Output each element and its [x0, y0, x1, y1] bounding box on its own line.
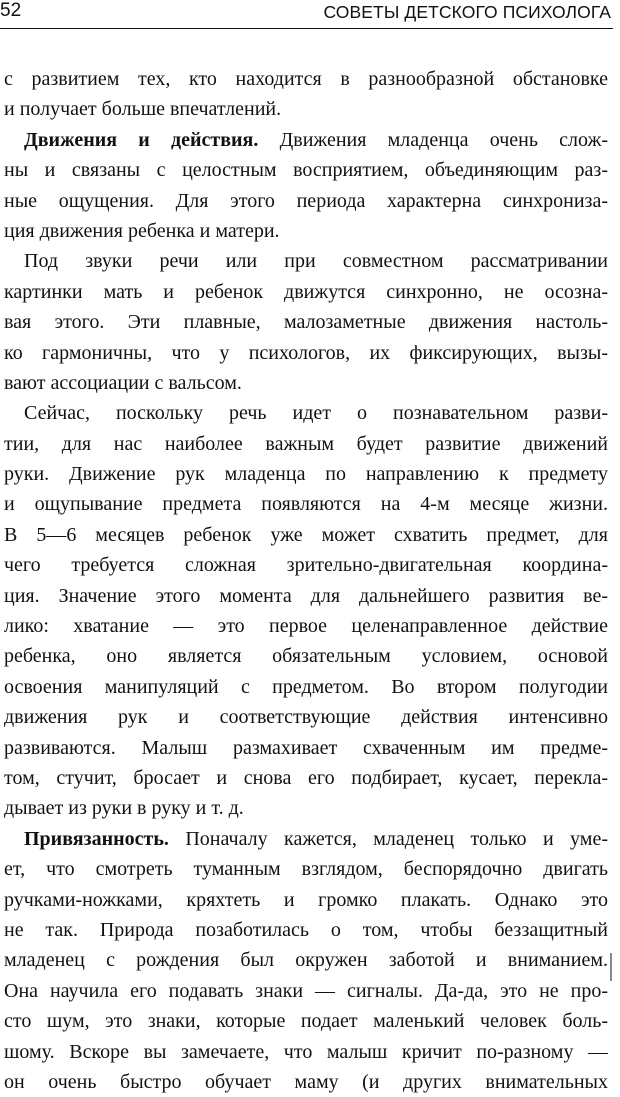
text-line: ция. Значение этого момента для дальнейшего развития ве- — [4, 584, 608, 607]
text-line: том, стучит, бросает и снова его подбирает, кусает, перекла- — [4, 766, 608, 789]
text-line: ребенка, оно является обязательным условием, основой — [4, 645, 608, 668]
text-line: ны и связаны с целостным восприятием, объединяющим раз- — [4, 159, 608, 182]
text-line: Под звуки речи или при совместном рассматривании — [24, 250, 608, 273]
text-line: ет, что смотреть туманным взглядом, беспорядочно двигать — [4, 858, 608, 881]
text-line: движения рук и соответствующие действия интенсивно — [4, 706, 608, 729]
text-line: с развитием тех, кто находится в разнообразной обстановке — [4, 68, 608, 90]
text-line: вают ассоциации с вальсом. — [4, 371, 242, 394]
text-line: развиваются. Малыш размахивает схваченным им предме- — [4, 736, 608, 759]
text-line: ко гармоничны, что у психологов, их фиксирующих, вызы- — [4, 341, 608, 364]
text-line: шому. Вскоре вы замечаете, что малыш кричит по-разному — — [4, 1040, 608, 1063]
book-title: СОВЕТЫ ДЕТСКОГО ПСИХОЛОГА — [323, 2, 611, 22]
text-line: чего требуется сложная зрительно-двигательная координа- — [4, 554, 608, 577]
text-line: дывает из руки в руку и т. д. — [4, 797, 244, 820]
text-line: В 5—6 месяцев ребенок уже может схватить предмет, для — [4, 523, 608, 546]
page-number: 52 — [0, 0, 22, 21]
text-line: тии, для нас наиболее важным будет развитие движений — [4, 432, 608, 455]
text-line: руки. Движение рук младенца по направлению к предмету — [4, 463, 608, 486]
text-line: ные ощущения. Для этого периода характерна синхрониза- — [4, 189, 608, 212]
text-line — [4, 125, 608, 155]
text-line: картинки мать и ребенок движутся синхронно, не осозна- — [4, 280, 608, 303]
text-line: и получает больше впечатлений. — [4, 98, 282, 121]
text-line: Она научила его подавать знаки — сигналы. Да-да, это не про- — [4, 979, 608, 1002]
text-run: Поначалу кажется, младенец только и уме- — [168, 827, 608, 850]
text-line: он очень быстро обучает маму (и других внимательных — [4, 1070, 608, 1093]
text-line: лико: хватание — это первое целенаправленное действие — [4, 615, 608, 638]
text-line: младенец с рождения был окружен заботой и вниманием. — [4, 949, 608, 972]
text-line: освоения манипуляций с предметом. Во втором полугодии — [4, 675, 608, 698]
running-header — [0, 0, 613, 29]
text-run: Движения младенца очень слож- — [258, 128, 608, 151]
page-edge-mark — [610, 953, 612, 981]
text-line — [4, 824, 608, 854]
section-heading-attachment: Привязанность. — [24, 827, 169, 850]
body-text — [4, 64, 608, 1097]
text-line: и ощупывание предмета появляются на 4-м месяце жизни. — [4, 493, 608, 516]
text-line: сто шум, это знаки, которые подает маленький человек боль- — [4, 1010, 608, 1033]
text-line: ция движения ребенка и матери. — [4, 219, 280, 242]
text-line: ручками-ножками, кряхтеть и громко плакать. Однако это — [4, 888, 608, 911]
text-line: не так. Природа позаботилась о том, чтобы беззащитный — [4, 918, 608, 941]
text-line: вая этого. Эти плавные, малозаметные движения настоль- — [4, 311, 608, 334]
section-heading-movements: Движения и действия. — [24, 128, 259, 151]
text-line: Сейчас, поскольку речь идет о познавательном разви- — [24, 402, 608, 425]
